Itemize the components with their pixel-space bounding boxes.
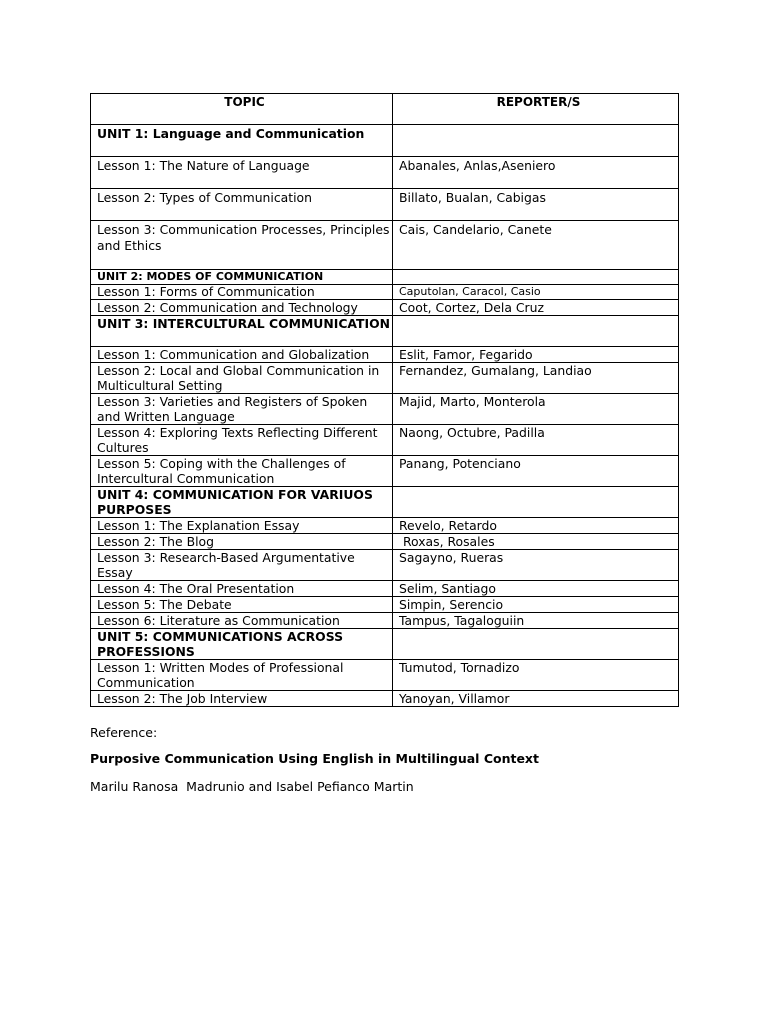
reporters-cell: Abanales, Anlas,Aseniero [393,157,679,189]
table-row [91,597,679,613]
reporters-cell: Sagayno, Rueras [393,550,679,581]
topic-cell: Lesson 1: Communication and Globalization [91,347,393,363]
reporters-cell: Fernandez, Gumalang, Landiao [393,363,679,394]
reporters-cell [393,629,679,660]
table-row [91,660,679,691]
table-row [91,518,679,534]
reference-authors: Marilu Ranosa Madrunio and Isabel Pefianco Martin [90,779,414,794]
table-row [91,629,679,660]
topic-cell: Lesson 4: Exploring Texts Reflecting Different Cultures [91,425,393,456]
topic-cell: UNIT 5: COMMUNICATIONS ACROSS PROFESSIONS [91,629,393,660]
table-row [91,550,679,581]
table-row [91,487,679,518]
reporters-cell: Coot, Cortez, Dela Cruz [393,300,679,316]
table-row [91,581,679,597]
topic-cell: UNIT 3: INTERCULTURAL COMMUNICATION [91,316,393,347]
reporters-cell: Tampus, Tagaloguiin [393,613,679,629]
reference-title: Purposive Communication Using English in Multilingual Context [90,751,539,766]
topic-cell: Lesson 3: Varieties and Registers of Spoken and Written Language [91,394,393,425]
topic-cell: Lesson 5: The Debate [91,597,393,613]
topic-cell: Lesson 1: Forms of Communication [91,285,393,300]
reporters-cell: Yanoyan, Villamor [393,691,679,707]
table-row [91,347,679,363]
topic-cell: Lesson 1: The Nature of Language [91,157,393,189]
topic-cell: Lesson 2: Local and Global Communication in Multicultural Setting [91,363,393,394]
reporters-cell: Billato, Bualan, Cabigas [393,189,679,221]
topic-cell: Lesson 2: The Job Interview [91,691,393,707]
topic-cell: UNIT 2: MODES OF COMMUNICATION [91,270,393,285]
topics-table [90,93,679,707]
topic-cell: Lesson 5: Coping with the Challenges of Intercultural Communication [91,456,393,487]
reporters-cell: Naong, Octubre, Padilla [393,425,679,456]
reporters-cell: Simpin, Serencio [393,597,679,613]
table-row [91,613,679,629]
reporters-cell: Selim, Santiago [393,581,679,597]
topic-cell: Lesson 4: The Oral Presentation [91,581,393,597]
table-row [91,363,679,394]
table-row [91,300,679,316]
topic-cell: Lesson 1: Written Modes of Professional Communication [91,660,393,691]
reporters-column-header: REPORTER/S [393,94,679,125]
table-row [91,394,679,425]
table-row [91,425,679,456]
topic-cell: Lesson 2: Communication and Technology [91,300,393,316]
table-row [91,189,679,221]
reporters-cell [393,125,679,157]
table-row [91,221,679,270]
topic-cell: Lesson 2: Types of Communication [91,189,393,221]
reference-label: Reference: [90,725,158,740]
topic-cell: Lesson 2: The Blog [91,534,393,550]
topic-cell: Lesson 1: The Explanation Essay [91,518,393,534]
table-row [91,285,679,300]
topic-column-header: TOPIC [91,94,393,125]
table-row [91,157,679,189]
reporters-cell [393,270,679,285]
table-header-row [91,94,679,125]
reporters-cell: Tumutod, Tornadizo [393,660,679,691]
table-row [91,270,679,285]
reporters-cell: Panang, Potenciano [393,456,679,487]
table-row [91,125,679,157]
reporters-cell: Caputolan, Caracol, Casio [393,285,679,300]
topic-cell: Lesson 3: Communication Processes, Principles and Ethics [91,221,393,270]
topic-cell: Lesson 3: Research-Based Argumentative Essay [91,550,393,581]
table-row [91,691,679,707]
table-row [91,534,679,550]
topic-cell: Lesson 6: Literature as Communication [91,613,393,629]
topic-cell: UNIT 4: COMMUNICATION FOR VARIUOS PURPOSES [91,487,393,518]
reporters-cell: Roxas, Rosales [393,534,679,550]
reporters-cell [393,487,679,518]
reporters-cell [393,316,679,347]
reporters-cell: Revelo, Retardo [393,518,679,534]
reporters-cell: Majid, Marto, Monterola [393,394,679,425]
reporters-cell: Cais, Candelario, Canete [393,221,679,270]
table-row [91,316,679,347]
table-row [91,456,679,487]
topic-cell: UNIT 1: Language and Communication [91,125,393,157]
reporters-cell: Eslit, Famor, Fegarido [393,347,679,363]
